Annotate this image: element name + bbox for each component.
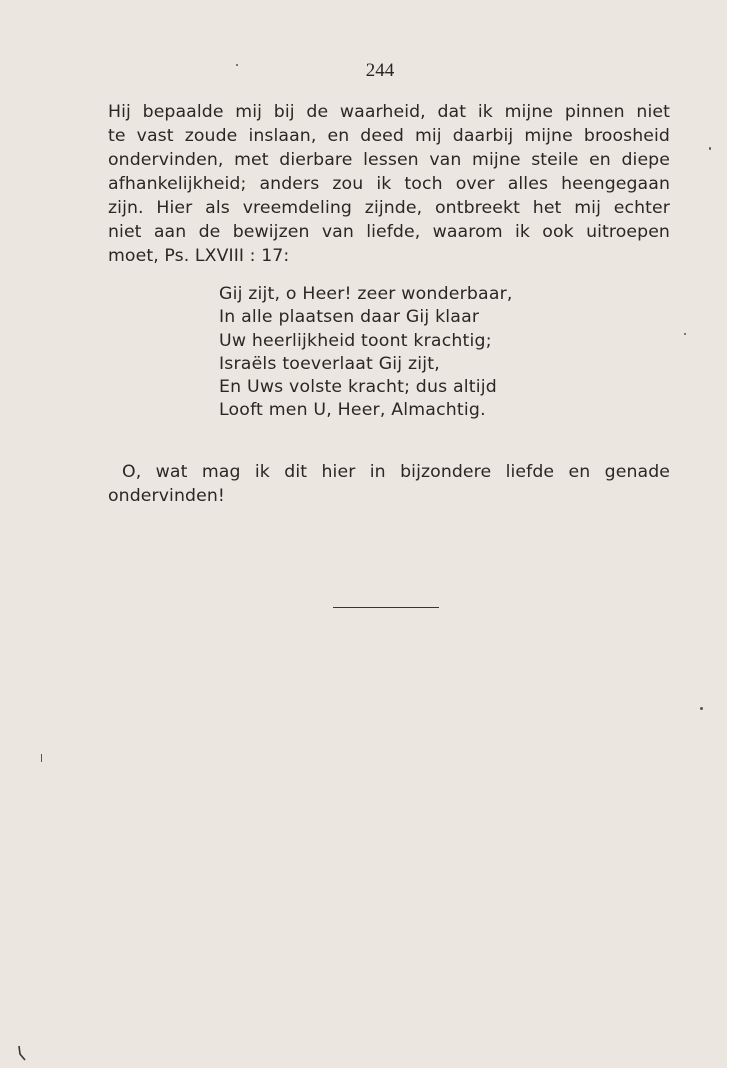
psalm-verse xyxy=(219,283,513,423)
verse-line: Looft men U, Heer, Almachtig. xyxy=(219,400,486,421)
text-line: te vast zoude inslaan, en deed mij daarbij mijne broosheid xyxy=(108,126,670,146)
paper-speck xyxy=(700,707,703,710)
text-line: moet, Ps. LXVIII : 17: xyxy=(108,246,290,266)
verse-line: En Uws volste kracht; dus altijd xyxy=(219,377,497,398)
verse-line: In alle plaatsen daar Gij klaar xyxy=(219,307,480,328)
paragraph-1 xyxy=(108,100,670,268)
verse-line: Uw heerlijkheid toont krachtig; xyxy=(219,330,492,351)
paragraph-2 xyxy=(108,460,670,508)
text-line: ondervinden! xyxy=(108,486,225,506)
page-number: 244 xyxy=(365,60,395,81)
text-line: niet aan de bewijzen van liefde, waarom ik ook uitroepen xyxy=(108,222,670,242)
paper-speck xyxy=(684,333,686,335)
paper-speck xyxy=(236,64,238,66)
corner-mark xyxy=(17,1045,27,1061)
page-margin xyxy=(727,0,738,1068)
section-divider xyxy=(333,607,439,608)
paper-speck xyxy=(41,754,42,762)
text-line: O, wat mag ik dit hier in bijzondere liefde en genade xyxy=(122,462,670,482)
verse-line: Israëls toeverlaat Gij zijt, xyxy=(219,353,440,374)
verse-line: Gij zijt, o Heer! zeer wonderbaar, xyxy=(219,284,513,304)
text-line: Hij bepaalde mij bij de waarheid, dat ik mijne pinnen niet xyxy=(108,102,670,122)
text-line: ondervinden, met dierbare lessen van mijne steile en diepe xyxy=(108,150,670,170)
paper-speck xyxy=(709,147,711,150)
text-line: zijn. Hier als vreemdeling zijnde, ontbreekt het mij echter xyxy=(108,198,670,218)
text-line: afhankelijkheid; anders zou ik toch over alles heengegaan xyxy=(108,174,670,194)
